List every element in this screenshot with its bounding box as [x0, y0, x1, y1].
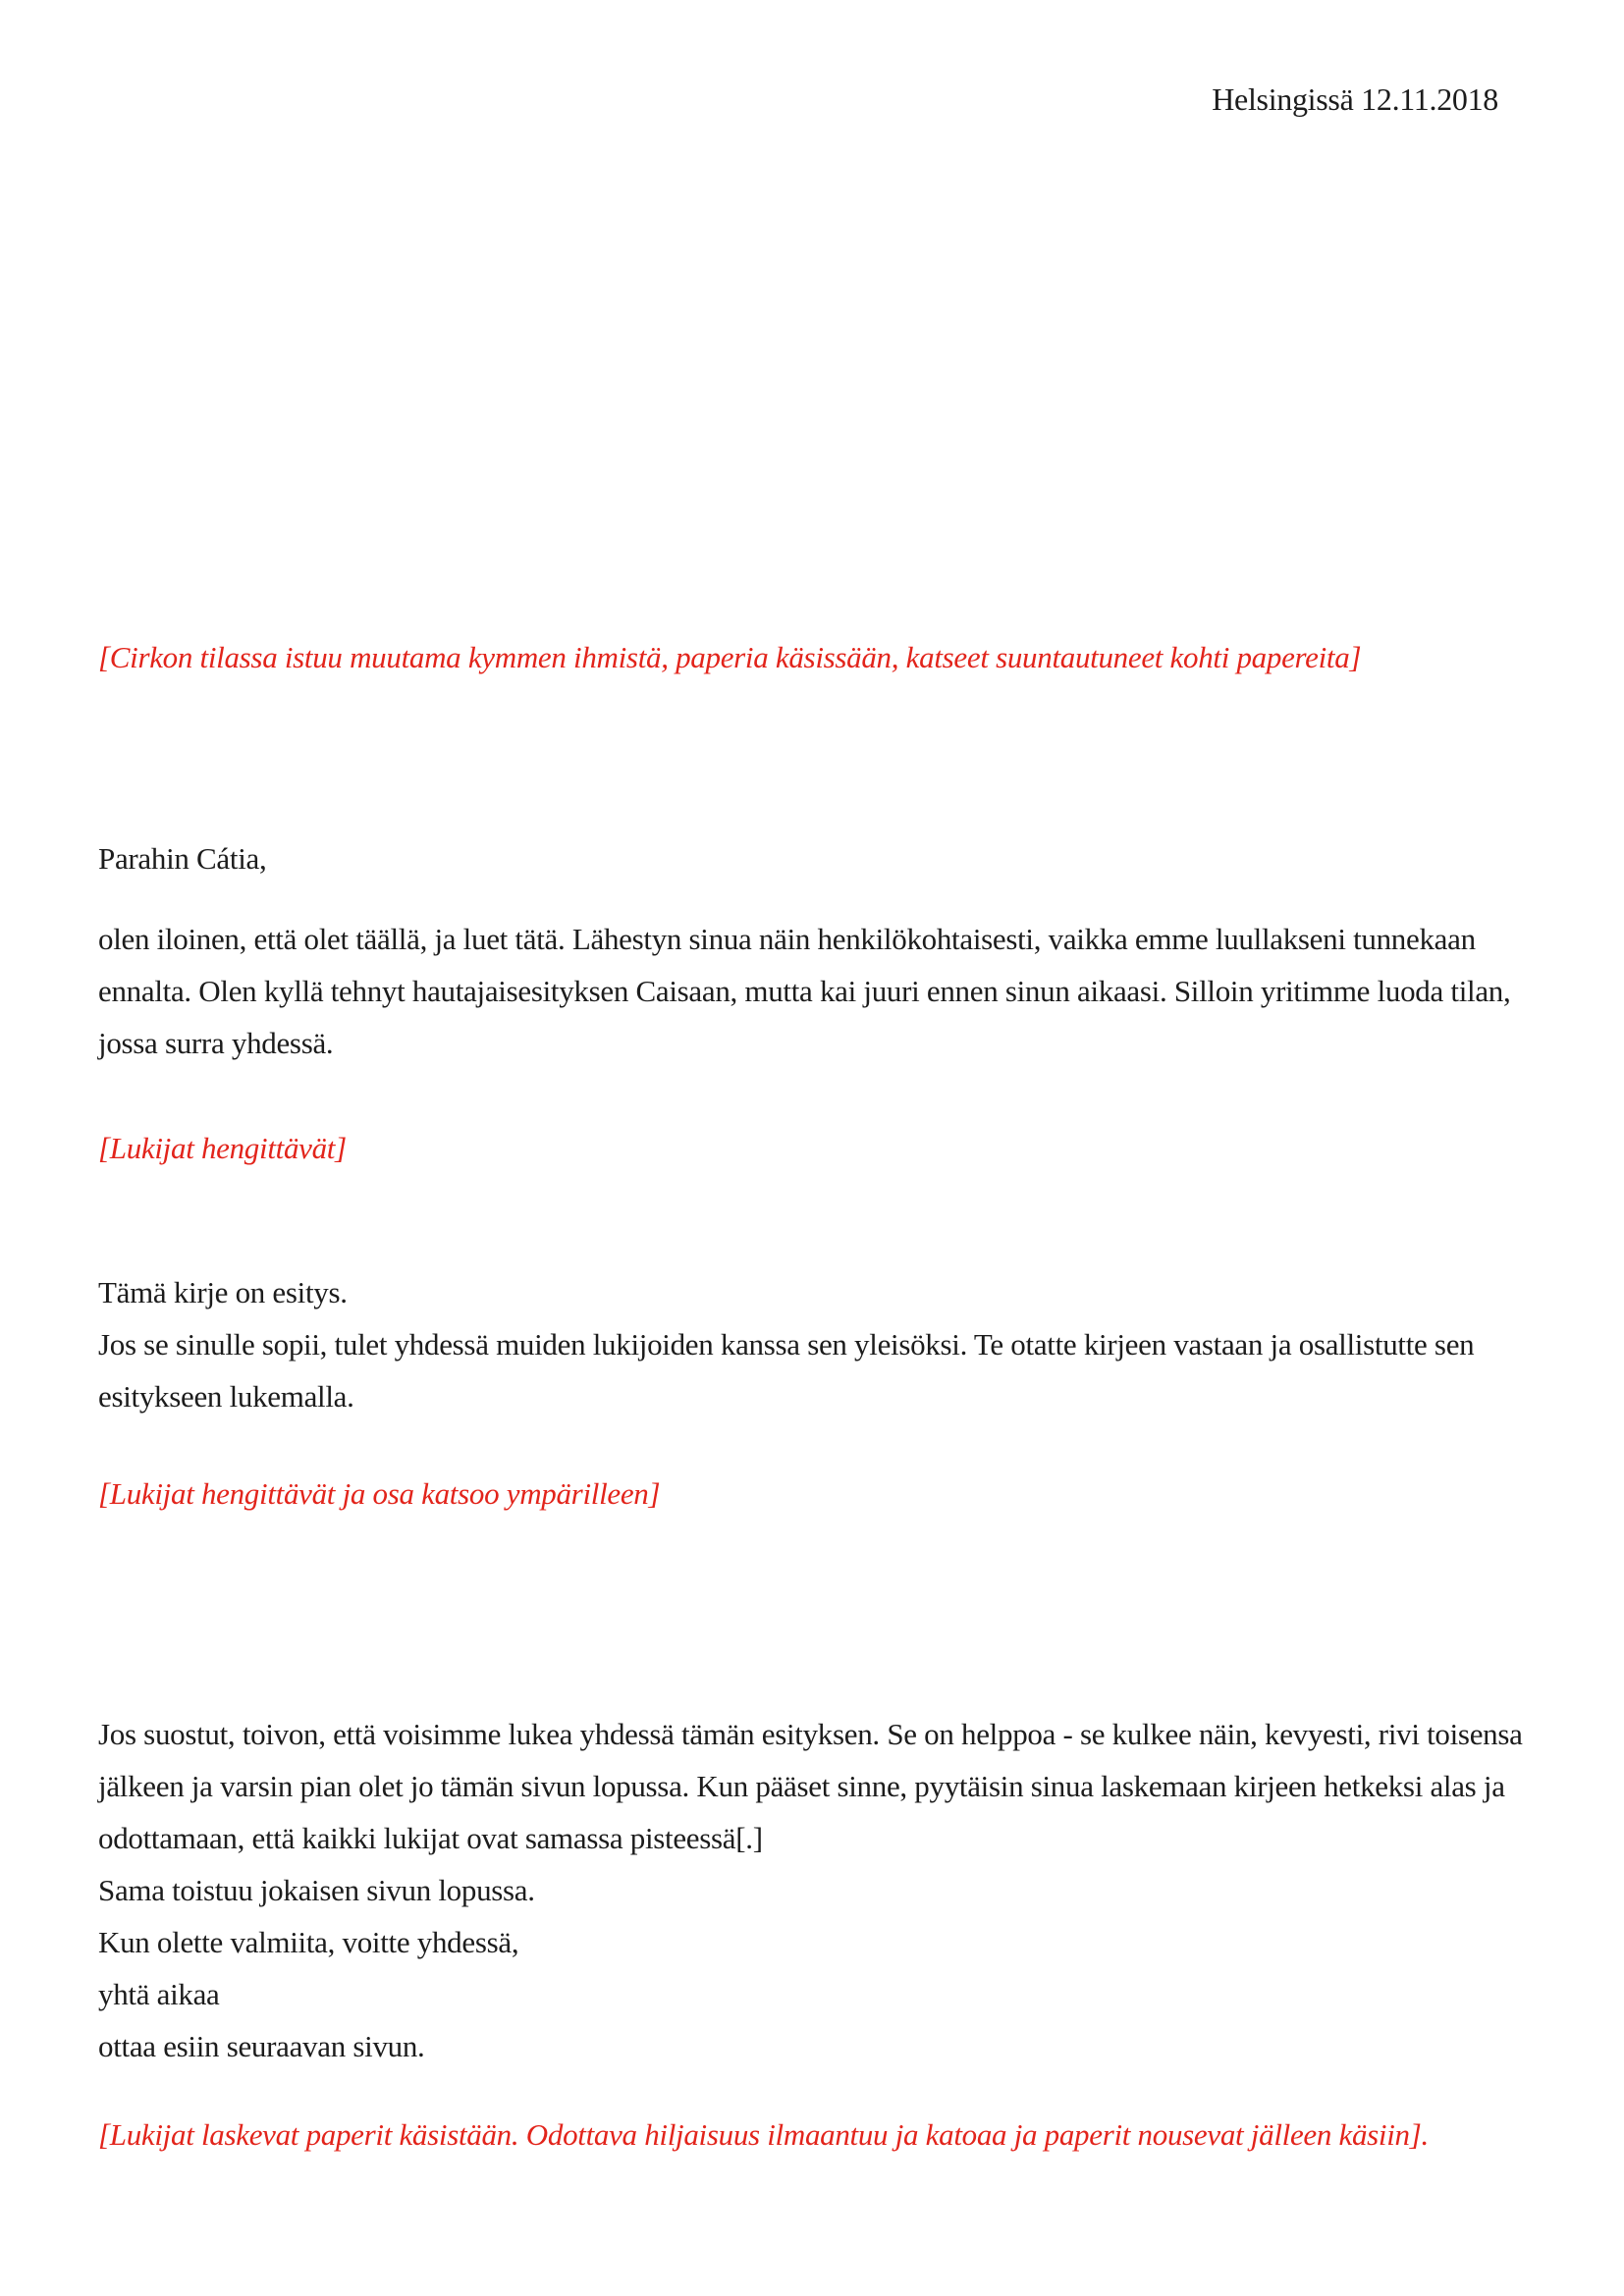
paragraph-2 — [98, 1266, 1534, 1422]
paragraph-3 — [98, 1708, 1534, 2072]
salutation: Parahin Cátia, — [98, 841, 267, 876]
paragraph-2-rest: Jos se sinulle sopii, tulet yhdessä muiden lukijoiden kanssa sen yleisöksi. Te otatte kirjeen vastaan ja osallistutte sen esitykseen lukemalla. — [98, 1327, 1475, 1414]
paragraph-3-main: Jos suostut, toivon, että voisimme lukea yhdessä tämän esityksen. Se on helppoa - se kulkee näin, kevyesti, rivi toisensa jälkeen ja varsin pian olet jo tämän sivun lopussa. Kun pääset sinne, pyytäisin sinua laskemaan kirjeen hetkeksi alas ja odottamaan, että kaikki lukijat ovat samassa pisteessä[.] — [98, 1717, 1523, 1855]
paragraph-3-line-5: ottaa esiin seuraavan sivun. — [98, 2029, 425, 2063]
date-line: Helsingissä 12.11.2018 — [1212, 81, 1498, 117]
stage-direction-closing: [Lukijat laskevat paperit käsistään. Odottava hiljaisuus ilmaantuu ja katoaa ja paperit nousevat jälleen käsiin]. — [98, 2117, 1429, 2152]
paragraph-2-line-1: Tämä kirje on esitys. — [98, 1275, 348, 1309]
paragraph-1: olen iloinen, että olet täällä, ja luet tätä. Lähestyn sinua näin henkilökohtaisesti, vaikka emme luullakseni tunnekaan ennalta. Olen kyllä tehnyt hautajaisesityksen Caisaan, mutta kai juuri ennen sinun aikaasi. Silloin yritimme luoda tilan, jossa surra yhdessä. — [98, 922, 1511, 1060]
stage-direction-breathe-look: [Lukijat hengittävät ja osa katsoo ympärilleen] — [98, 1476, 661, 1511]
paragraph-3-line-3: Kun olette valmiita, voitte yhdessä, — [98, 1925, 519, 1959]
paragraph-3-line-4: yhtä aikaa — [98, 1977, 220, 2011]
stage-direction-breathe: [Lukijat hengittävät] — [98, 1131, 347, 1165]
stage-direction-opening: [Cirkon tilassa istuu muutama kymmen ihmistä, paperia käsissään, katseet suuntautuneet kohti papereita] — [98, 640, 1362, 674]
paragraph-3-line-2: Sama toistuu jokaisen sivun lopussa. — [98, 1873, 535, 1907]
